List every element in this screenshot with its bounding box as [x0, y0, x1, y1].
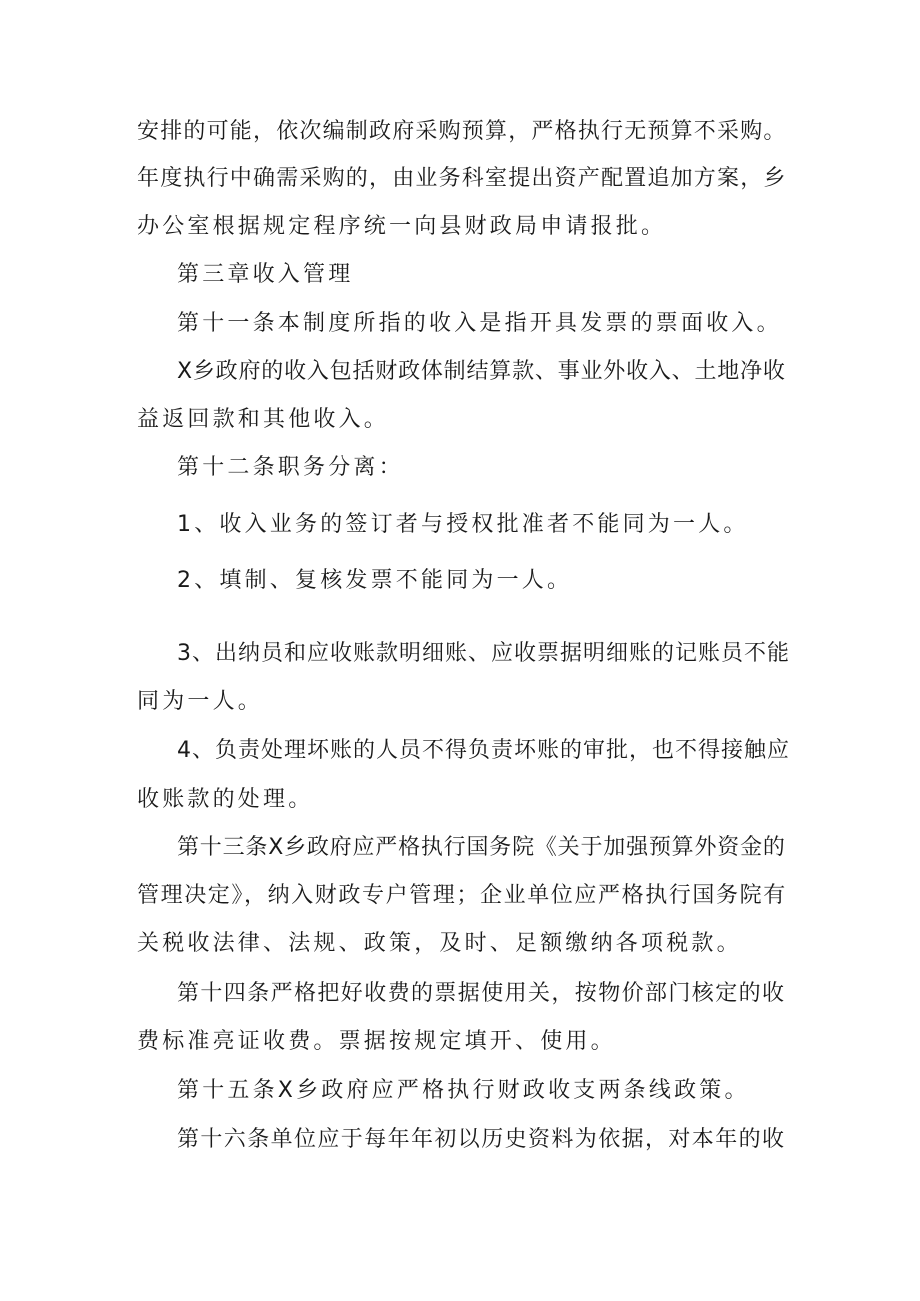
- text-line: 年度执行中确需采购的，由业务科室提出资产配置追加方案，乡: [137, 166, 787, 191]
- text-line: X乡政府的收入包括财政体制结算款、事业外收入、土地净收: [177, 359, 786, 384]
- chapter-heading: 第三章收入管理: [177, 262, 354, 287]
- text-line: 管理决定》，纳入财政专户管理；企业单位应严格执行国务院有: [137, 883, 787, 908]
- text-line: 3、出纳员和应收账款明细账、应收票据明细账的记账员不能: [177, 641, 790, 666]
- text-line: 2、填制、复核发票不能同为一人。: [177, 568, 573, 593]
- text-line: 第十二条职务分离：: [177, 455, 404, 480]
- text-line: 费标准亮证收费。票据按规定填开、使用。: [137, 1029, 616, 1054]
- text-line: 第十五条X乡政府应严格执行财政收支两条线政策。: [177, 1078, 750, 1103]
- text-line: 安排的可能，依次编制政府采购预算，严格执行无预算不采购。: [137, 119, 787, 144]
- text-line: 4、负责处理坏账的人员不得负责坏账的审批，也不得接触应: [177, 738, 790, 763]
- text-line: 关税收法律、法规、政策，及时、足额缴纳各项税款。: [137, 931, 742, 956]
- text-line: 益返回款和其他收入。: [137, 407, 390, 432]
- text-line: 第十四条严格把好收费的票据使用关，按物价部门核定的收: [177, 981, 786, 1006]
- text-line: 第十三条X乡政府应严格执行国务院《关于加强预算外资金的: [177, 835, 786, 860]
- text-line: 第十一条本制度所指的收入是指开具发票的票面收入。: [177, 311, 782, 336]
- text-line: 同为一人。: [137, 689, 264, 714]
- text-line: 1、收入业务的签订者与授权批准者不能同为一人。: [177, 512, 749, 537]
- text-line: 收账款的处理。: [137, 787, 314, 812]
- text-line: 第十六条单位应于每年年初以历史资料为依据，对本年的收: [177, 1127, 786, 1152]
- text-line: 办公室根据规定程序统一向县财政局申请报批。: [137, 214, 667, 239]
